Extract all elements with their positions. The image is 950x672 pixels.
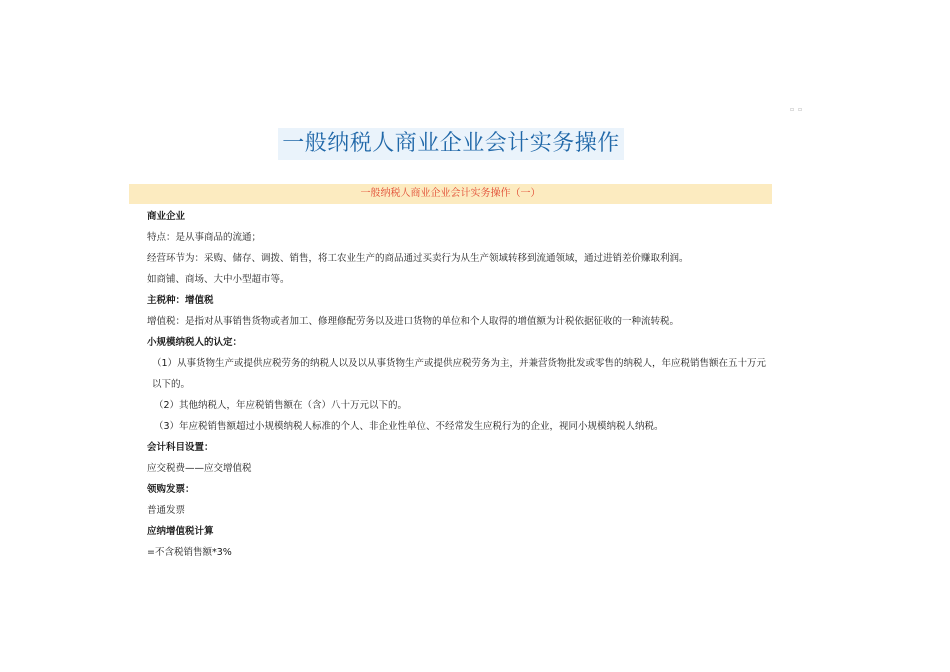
- text-line: 特点：是从事商品的流通；: [147, 232, 262, 243]
- text-line: 普通发票: [147, 505, 186, 516]
- text-line: 经营环节为：采购、储存、调拨、销售，将工农业生产的商品通过买卖行为从生产领域转移到流通领域，通过进销差价赚取利润。: [147, 253, 689, 264]
- section-banner: 一般纳税人商业企业会计实务操作（一）: [129, 184, 772, 204]
- corner-mark: ▫ ▫: [790, 106, 804, 113]
- heading-invoice: 领购发票：: [147, 484, 195, 495]
- text-line: 增值税：是指对从事销售货物或者加工、修理修配劳务以及进口货物的单位和个人取得的增值额为计税依据征收的一种流转税。: [147, 316, 680, 327]
- document-body: [147, 206, 772, 563]
- heading-main-tax: 主税种：增值税: [147, 295, 214, 306]
- heading-accounts: 会计科目设置：: [147, 442, 214, 453]
- text-line: （1）从事货物生产或提供应税劳务的纳税人以及以从事货物生产或提供应税劳务为主，并兼营货物批发或零售的纳税人，年应税销售额在五十万元以下的。: [152, 358, 767, 390]
- heading-small-taxpayer: 小规模纳税人的认定：: [147, 337, 243, 348]
- text-line: 应交税费——应交增值税: [147, 463, 252, 474]
- text-line: =不含税销售额*3%: [147, 547, 232, 558]
- heading-vat-calc: 应纳增值税计算: [147, 526, 214, 537]
- text-line: （2）其他纳税人，年应税销售额在（含）八十万元以下的。: [154, 400, 408, 411]
- text-line: 如商铺、商场、大中小型超市等。: [147, 274, 290, 285]
- page-title: 一般纳税人商业企业会计实务操作: [278, 128, 624, 160]
- text-line: （3）年应税销售额超过小规模纳税人标准的个人、非企业性单位、不经常发生应税行为的企业，视同小规模纳税人纳税。: [154, 421, 664, 432]
- heading-commercial-enterprise: 商业企业: [147, 211, 186, 222]
